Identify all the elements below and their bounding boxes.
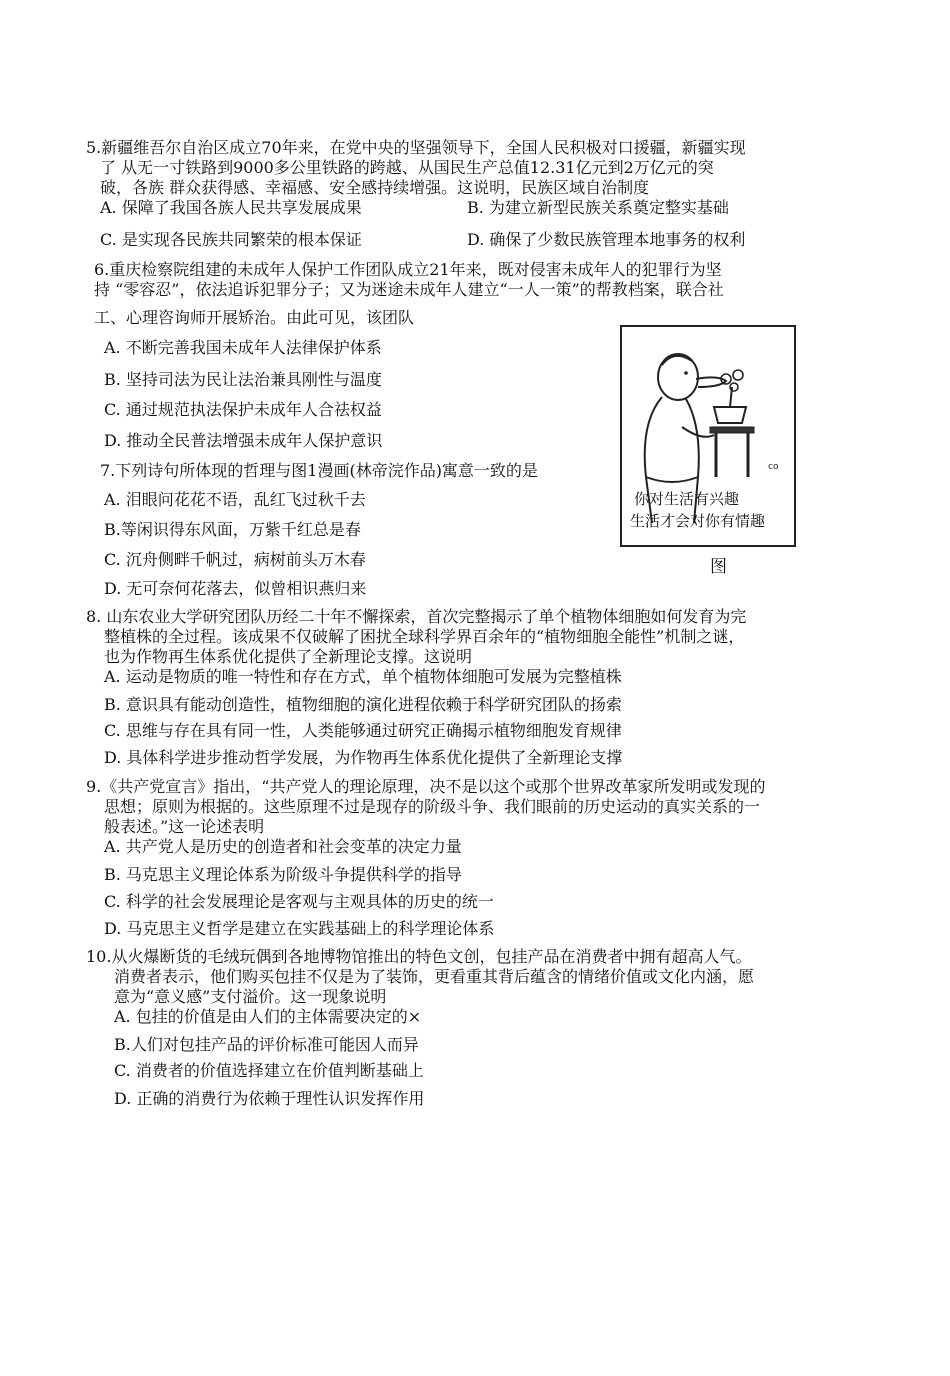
q9-option-a: A. 共产党人是历史的创造者和社会变革的决定力量: [104, 837, 462, 856]
q6-option-b: B. 坚持司法为民让法治兼具刚性与温度: [104, 370, 382, 389]
q6-option-d: D. 推动全民普法增强未成年人保护意识: [104, 431, 383, 450]
q10-stem-line3: 意为“意义感”支付溢价。这一现象说明: [114, 987, 387, 1006]
q9-stem-line2: 思想；原则为根据的。这些原理不过是现存的阶级斗争、我们眼前的历史运动的真实关系的一: [104, 797, 761, 816]
q5-option-a: A. 保障了我国各族人民共享发展成果: [100, 198, 362, 217]
q5-option-b: B. 为建立新型民族关系奠定整实基础: [467, 198, 729, 217]
q5-option-d: D. 确保了少数民族管理本地事务的权利: [467, 230, 746, 249]
q10-option-a: A. 包挂的价值是由人们的主体需要决定的×: [114, 1007, 422, 1026]
q9-option-b: B. 马克思主义理论体系为阶级斗争提供科学的指导: [104, 865, 462, 884]
q8-stem-line1: 8. 山东农业大学研究团队历经二十年不懈探索，首次完整揭示了单个植物体细胞如何发育为完: [86, 607, 747, 626]
q7-option-c: C. 沉舟侧畔千帆过，病树前头万木春: [104, 550, 366, 569]
figure-label: 图: [710, 557, 727, 577]
q5-stem-line2: 了 从无一寸铁路到9000多公里铁路的跨越、从国民生产总值12.31亿元到2万亿元的突: [100, 158, 714, 177]
q8-option-a: A. 运动是物质的唯一特性和存在方式，单个植物体细胞可发展为完整植株: [104, 667, 622, 686]
q9-option-d: D. 马克思主义哲学是建立在实践基础上的科学理论体系: [104, 919, 495, 938]
q7-stem: 7.下列诗句所体现的哲理与图1漫画(林帝浣作品)寓意一致的是: [100, 461, 538, 480]
cartoon-caption-line1: 你对生活有兴趣: [634, 490, 740, 508]
q6-option-c: C. 通过规范执法保护未成年人合祛权益: [104, 400, 382, 419]
q10-stem-line1: 10.从火爆断货的毛绒玩偶到各地博物馆推出的特色文创，包挂产品在消费者中拥有超高人气。: [86, 947, 752, 966]
q9-stem-line3: 般表述。”这一论述表明: [104, 817, 265, 836]
q7-option-b: B.等闲识得东风面，万紫千红总是春: [104, 520, 361, 539]
q8-option-c: C. 思维与存在具有同一性，人类能够通过研究正确揭示植物细胞发育规律: [104, 721, 622, 740]
q6-stem-line2: 持 “零容忍”，依法追诉犯罪分子；又为迷途未成年人建立“一人一策”的帮教档案，联合社: [94, 280, 724, 299]
q8-option-d: D. 具体科学进步推动哲学发展，为作物再生体系优化提供了全新理论支撑: [104, 748, 623, 767]
q5-stem-line3: 破，各族 群众获得感、幸福感、安全感持续增强。这说明，民族区域自治制度: [100, 178, 650, 197]
q10-stem-line2: 消费者表示，他们购买包挂不仅是为了装饰，更看重其背后蕴含的情绪价值或文化内涵，愿: [114, 967, 755, 986]
q5-option-c: C. 是实现各民族共同繁荣的根本保证: [100, 230, 362, 249]
figure-1-cartoon: [620, 325, 796, 547]
q6-option-a: A. 不断完善我国未成年人法律保护体系: [104, 338, 382, 357]
q10-option-d: D. 正确的消费行为依赖于理性认识发挥作用: [114, 1089, 425, 1108]
q7-option-d: D. 无可奈何花落去，似曾相识燕归来: [104, 579, 367, 598]
q10-option-b: B.人们对包挂产品的评价标准可能因人而异: [114, 1035, 419, 1054]
q5-stem-line1: 5.新疆维吾尔自治区成立70年来，在党中央的坚强领导下，全国人民积极对口援疆，新疆实现: [86, 138, 746, 157]
q7-option-a: A. 泪眼问花花不语，乱红飞过秋千去: [104, 490, 366, 509]
q8-option-b: B. 意识具有能动创造性，植物细胞的演化进程依赖于科学研究团队的扬索: [104, 695, 622, 714]
cartoon-caption-line2: 生活才会对你有情趣: [630, 512, 766, 530]
q8-stem-line3: 也为作物再生体系优化提供了全新理论支撑。这说明: [104, 647, 473, 666]
q6-stem-line3: 工、心理咨询师开展矫治。由此可见，该团队: [94, 308, 415, 327]
q10-option-c: C. 消费者的价值选择建立在价值判断基础上: [114, 1061, 424, 1080]
q9-option-c: C. 科学的社会发展理论是客观与主观具体的历史的统一: [104, 892, 494, 911]
q8-stem-line2: 整植株的全过程。该成果不仅破解了困扰全球科学界百余年的“植物细胞全能性”机制之谜，: [104, 627, 745, 646]
q9-stem-line1: 9.《共产党宣言》指出，“共产党人的理论原理，决不是以这个或那个世界改革家所发明或发现的: [86, 777, 766, 796]
q6-stem-line1: 6.重庆检察院组建的未成年人保护工作团队成立21年来，既对侵害未成年人的犯罪行为坚: [94, 260, 722, 279]
svg-text:co: co: [768, 462, 779, 472]
